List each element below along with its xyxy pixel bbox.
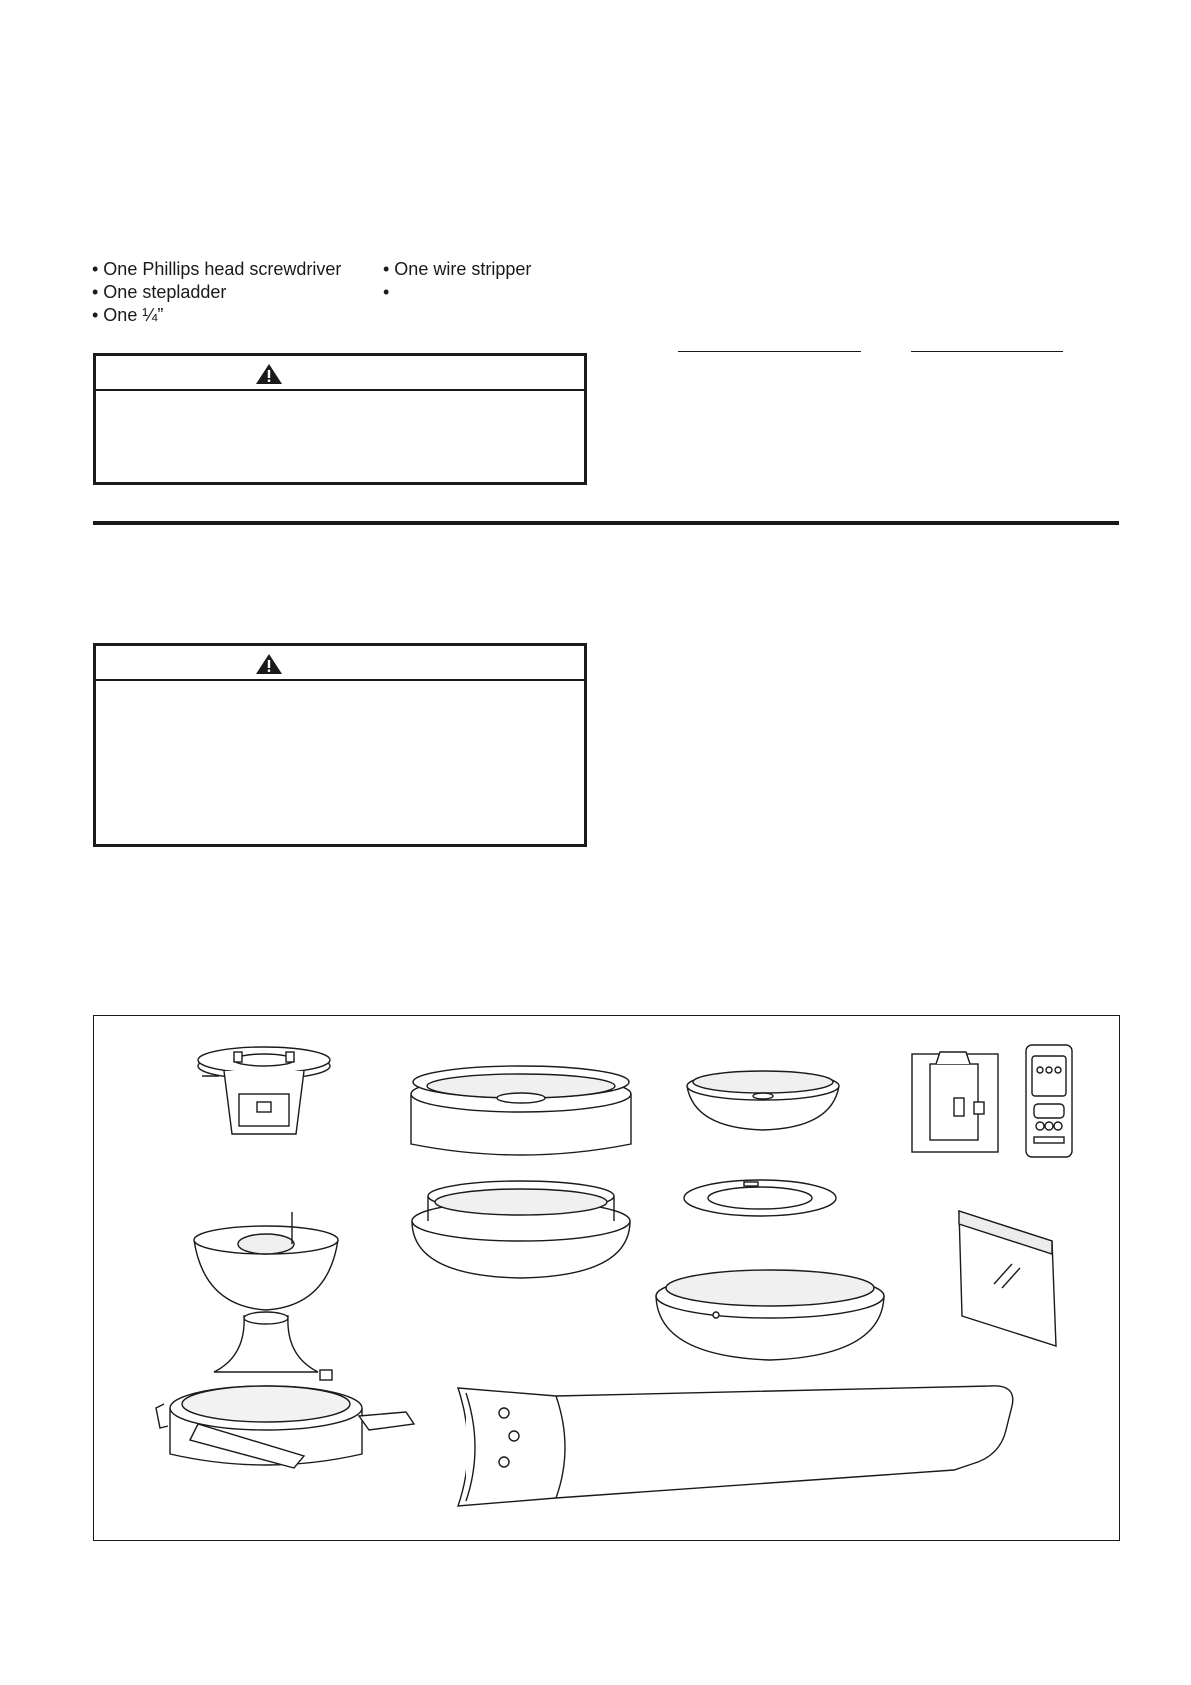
hardware-bag-icon bbox=[959, 1211, 1056, 1346]
blank-field-line bbox=[911, 351, 1063, 352]
light-kit-ring-icon bbox=[684, 1180, 836, 1216]
warning-triangle-icon bbox=[256, 364, 282, 384]
remote-control-icon bbox=[1026, 1045, 1072, 1157]
tool-item: • One stepladder bbox=[92, 282, 227, 302]
tools-list-left bbox=[92, 258, 341, 327]
canopy-collar-icon bbox=[687, 1071, 839, 1130]
tool-item: • One wire stripper bbox=[383, 259, 532, 279]
warning-header bbox=[96, 356, 584, 391]
parts-illustration bbox=[94, 1016, 1118, 1539]
motor-assembly-icon bbox=[156, 1212, 414, 1468]
fan-blade-icon bbox=[458, 1386, 1013, 1506]
canopy-icon bbox=[411, 1066, 631, 1155]
blank-field-line bbox=[678, 351, 861, 352]
tool-item: • bbox=[383, 282, 390, 302]
tool-item: • One ¼” bbox=[92, 305, 164, 325]
warning-header bbox=[96, 646, 584, 681]
section-divider bbox=[93, 521, 1119, 525]
light-kit-bowl-ring-icon bbox=[656, 1270, 884, 1360]
mounting-bracket-icon bbox=[198, 1047, 330, 1134]
warning-triangle-icon bbox=[256, 654, 282, 674]
warning-box-unpacking bbox=[93, 643, 587, 847]
canopy-trim-ring-icon bbox=[412, 1181, 630, 1278]
tool-item: • One Phillips head screwdriver bbox=[92, 259, 342, 279]
parts-illustration-frame bbox=[93, 1015, 1120, 1541]
tools-list-right bbox=[383, 258, 531, 304]
warning-box-tools bbox=[93, 353, 587, 485]
wall-receiver-icon bbox=[912, 1052, 998, 1152]
